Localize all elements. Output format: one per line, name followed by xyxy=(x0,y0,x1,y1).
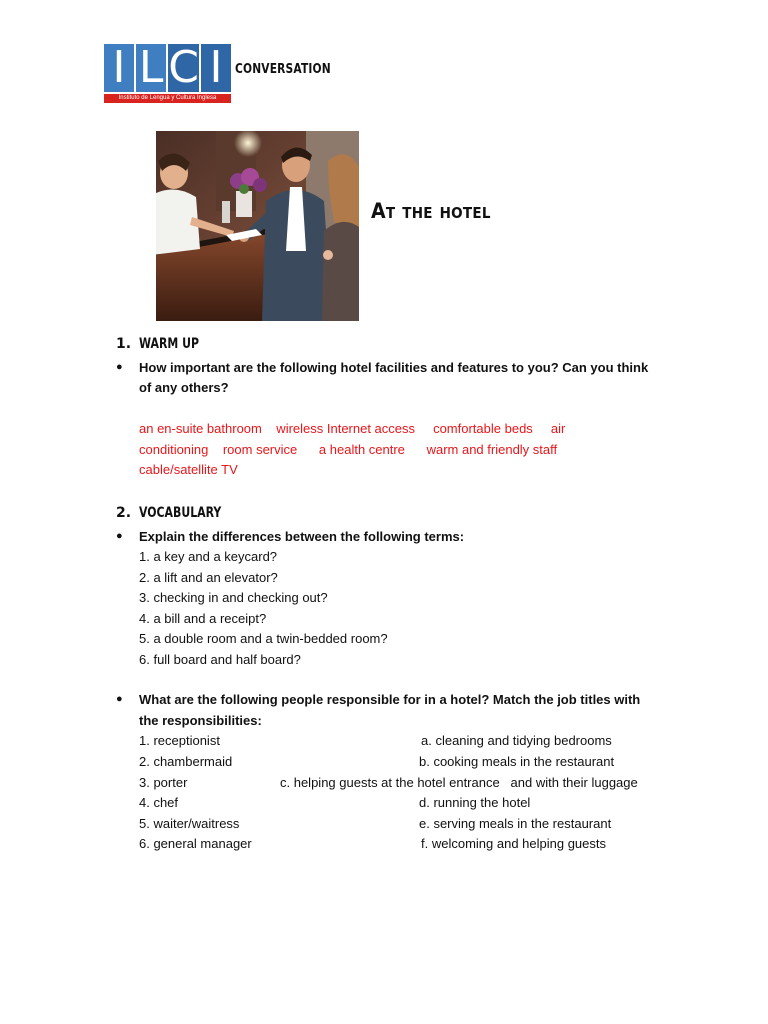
facilities-line1: an en-suite bathroom wireless Internet access comfortable beds air xyxy=(139,421,566,436)
term-item: 5. a double room and a twin-bedded room? xyxy=(139,631,388,646)
job-title: 5. waiter/waitress xyxy=(139,816,240,831)
responsibility: c. helping guests at the hotel entrance and with their luggage xyxy=(280,775,638,790)
job-title: 6. general manager xyxy=(139,836,252,851)
match-question-line2: the responsibilities: xyxy=(139,713,262,728)
section-number-warmup: 1. xyxy=(116,336,132,352)
term-item: 4. a bill and a receipt? xyxy=(139,611,267,626)
logo-label: CONVERSATION xyxy=(235,62,331,77)
responsibility: b. cooking meals in the restaurant xyxy=(419,754,615,769)
section-heading-warmup: WARM UP xyxy=(139,336,199,352)
match-question-line1: What are the following people responsible for in a hotel? Match the job titles with xyxy=(139,692,641,707)
page-title: At the hotel xyxy=(371,199,491,223)
term-item: 1. a key and a keycard? xyxy=(139,549,278,564)
responsibility: d. running the hotel xyxy=(419,795,531,810)
vocabulary-question: Explain the differences between the following terms: xyxy=(139,529,465,544)
job-title: 3. porter xyxy=(139,775,188,790)
bullet-icon: ● xyxy=(116,361,123,373)
hotel-reception-photo xyxy=(156,131,359,321)
bullet-icon: ● xyxy=(116,530,123,542)
responsibility: a. cleaning and tidying bedrooms xyxy=(421,733,612,748)
responsibility: f. welcoming and helping guests xyxy=(421,836,607,851)
section-heading-vocabulary: VOCABULARY xyxy=(139,505,222,521)
job-title: 1. receptionist xyxy=(139,733,220,748)
job-title: 2. chambermaid xyxy=(139,754,233,769)
logo-letters xyxy=(104,44,231,92)
section-number-vocabulary: 2. xyxy=(116,505,132,521)
term-item: 6. full board and half board? xyxy=(139,652,301,667)
logo-letter: I xyxy=(201,44,231,92)
logo-tagline: Instituto de Lengua y Cultura Inglesa xyxy=(104,94,231,103)
ilci-logo xyxy=(104,44,231,103)
job-title: 4. chef xyxy=(139,795,179,810)
responsibility: e. serving meals in the restaurant xyxy=(419,816,612,831)
logo-letter: I xyxy=(104,44,134,92)
warmup-question-line2: of any others? xyxy=(139,380,229,395)
warmup-question-line1: How important are the following hotel facilities and features to you? Can you think xyxy=(139,360,649,375)
bullet-icon: ● xyxy=(116,693,123,705)
photo-illustration xyxy=(156,131,359,321)
facilities-line2: conditioning room service a health centre warm and friendly staff xyxy=(139,442,558,457)
logo-letter: L xyxy=(136,44,166,92)
term-item: 2. a lift and an elevator? xyxy=(139,570,278,585)
facilities-line3: cable/satellite TV xyxy=(139,462,238,477)
logo-letter: C xyxy=(168,42,199,93)
term-item: 3. checking in and checking out? xyxy=(139,590,328,605)
